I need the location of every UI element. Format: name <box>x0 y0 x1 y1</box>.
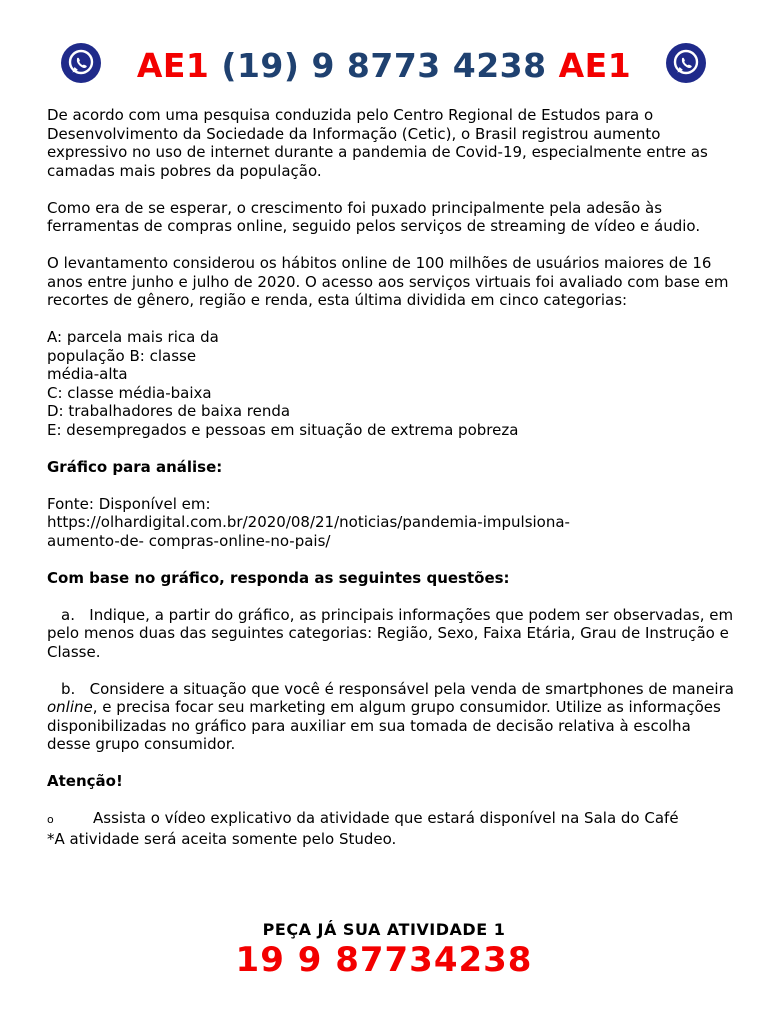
source-url[interactable]: https://olhardigital.com.br/2020/08/21/noticias/pandemia-impulsiona- <box>47 513 570 531</box>
question-b <box>47 680 737 754</box>
questions-heading: Com base no gráfico, responda as seguintes questões: <box>47 568 510 587</box>
header-phone[interactable]: (19) 9 8773 4238 <box>221 46 547 85</box>
document-body <box>47 106 737 867</box>
question-a <box>47 606 737 662</box>
attention-block <box>47 809 737 848</box>
question-b-text-end: , e precisa focar seu marketing em algum grupo consumidor. Utilize as informações disponibilizadas no gráfico para auxiliar em sua tomada de decisão relativa à escolha desse grupo consumidor. <box>47 698 721 753</box>
category-item: D: trabalhadores de baixa renda <box>47 402 291 420</box>
source-url-continuation[interactable]: aumento-de- compras-online-no-pais/ <box>47 531 331 550</box>
paragraph-survey: O levantamento considerou os hábitos online de 100 milhões de usuários maiores de 16 anos entre junho e julho de 2020. O acesso aos serviços virtuais foi avaliado com base em recortes de gênero, região e renda, esta última dividida em cinco categorias: <box>47 254 729 309</box>
source-block <box>47 495 737 551</box>
footer-label: PEÇA JÁ SUA ATIVIDADE 1 <box>262 920 506 939</box>
paragraph-intro: De acordo com uma pesquisa conduzida pelo Centro Regional de Estudos para o Desenvolvimento da Sociedade da Informação (Cetic), o Brasil registrou aumento expressivo no uso de internet durante a pandemia de Covid-19, especialmente entre as camadas mais pobres da população. <box>47 106 708 180</box>
question-b-emphasis: online <box>47 698 93 716</box>
attention-heading: Atenção! <box>47 772 123 790</box>
category-item: A: parcela mais rica da <box>47 328 219 346</box>
header-prefix: AE1 <box>136 46 210 85</box>
header-banner <box>0 40 768 100</box>
whatsapp-icon[interactable] <box>665 42 707 84</box>
category-item: C: classe média-baixa <box>47 383 212 402</box>
category-item: E: desempregados e pessoas em situação de extrema pobreza <box>47 420 519 439</box>
question-b-marker: b. <box>61 679 76 698</box>
question-b-text: Considere a situação que você é responsável pela venda de smartphones de maneira <box>89 679 734 698</box>
category-list <box>47 328 737 439</box>
bullet-icon: o <box>47 813 54 826</box>
chart-heading: Gráfico para análise: <box>47 457 223 476</box>
source-label: Fonte: Disponível em: <box>47 494 211 513</box>
attention-note: *A atividade será aceita somente pelo Studeo. <box>47 829 397 848</box>
paragraph-growth: Como era de se esperar, o crescimento foi puxado principalmente pela adesão às ferramentas de compras online, seguido pelos serviços de streaming de vídeo e áudio. <box>47 198 701 235</box>
header-title <box>0 46 768 85</box>
question-a-text: Indique, a partir do gráfico, as principais informações que podem ser observadas, em pelo menos duas das seguintes categorias: Região, Sexo, Faixa Etária, Grau de Instrução e Classe. <box>47 605 734 661</box>
category-item: população B: classe <box>47 346 197 365</box>
header-suffix: AE1 <box>558 46 632 85</box>
footer-phone[interactable]: 19 9 87734238 <box>235 940 533 980</box>
attention-item <box>47 809 737 830</box>
attention-item-text: Assista o vídeo explicativo da atividade que estará disponível na Sala do Café <box>93 809 679 827</box>
question-a-marker: a. <box>61 605 75 624</box>
category-item: média-alta <box>47 365 128 383</box>
